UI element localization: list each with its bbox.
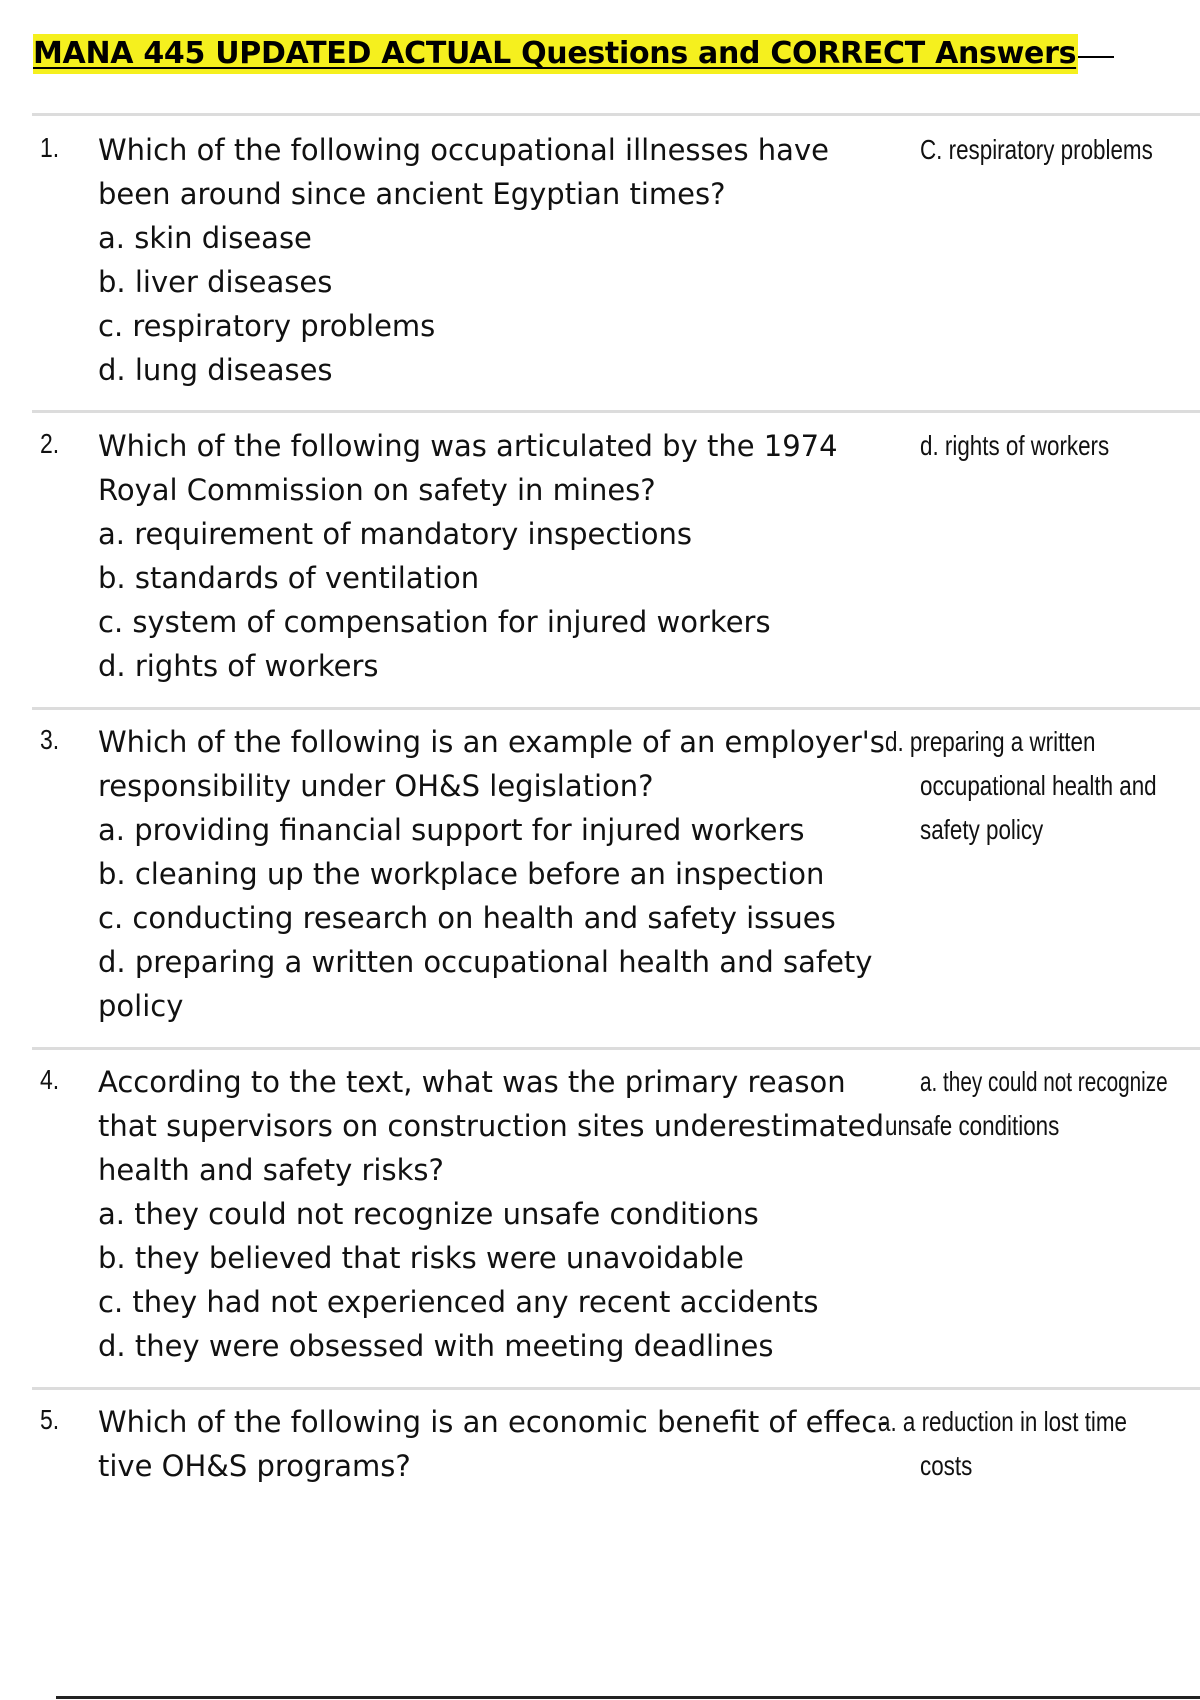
question-option: b. standards of ventilation [98,561,480,595]
question-text-line: According to the text, what was the primary reason [98,1065,846,1099]
answer-line: d. rights of workers [920,430,1110,461]
question-text-line: Which of the following is an example of an employer's [98,725,885,759]
question-text-line: Which of the following was articulated by the 1974 [98,429,838,463]
question-option: d. rights of workers [98,649,379,683]
answer-line: costs [920,1450,973,1481]
question-number: 2. [40,428,60,459]
question-number: 5. [40,1404,60,1435]
title-trailing-rule [1078,56,1114,58]
answer-line: a. they could not recognize [920,1066,1168,1097]
question-number: 3. [40,724,60,755]
divider [32,1387,1200,1390]
question-option: b. liver diseases [98,265,333,299]
question-option: a. they could not recognize unsafe conditions [98,1197,759,1231]
divider [32,113,1200,116]
question-option: c. conducting research on health and safety issues [98,901,836,935]
question-option: c. respiratory problems [98,309,436,343]
divider [32,410,1200,413]
question-number: 4. [40,1064,60,1095]
question-option: d. lung diseases [98,353,333,387]
question-text-line: health and safety risks? [98,1153,444,1187]
question-number: 1. [40,132,60,163]
question-option: policy [98,989,184,1023]
answer-line: safety policy [920,814,1044,845]
question-option: b. cleaning up the workplace before an inspection [98,857,825,891]
question-option: d. they were obsessed with meeting deadlines [98,1329,774,1363]
question-text-line: Which of the following is an economic benefit of effec- [98,1405,888,1439]
question-answer [920,128,1200,172]
question-option: c. they had not experienced any recent accidents [98,1285,819,1319]
question-body [98,128,888,392]
answer-line: occupational health and [920,770,1157,801]
question-option: d. preparing a written occupational health and safety [98,945,873,979]
question-body [98,1400,888,1488]
question-text-line: been around since ancient Egyptian times? [98,177,726,211]
question-answer [885,1060,1200,1148]
question-text-line: Which of the following occupational illnesses have [98,133,829,167]
page-title-container [33,34,1114,74]
question-text-line: responsibility under OH&S legislation? [98,769,654,803]
question-option: b. they believed that risks were unavoidable [98,1241,744,1275]
question-body [98,1060,888,1368]
answer-line: a. a reduction in lost time [878,1406,1128,1437]
question-answer [885,720,1200,852]
question-text-line: Royal Commission on safety in mines? [98,473,656,507]
question-option: a. providing financial support for injured workers [98,813,805,847]
question-answer [878,1400,1189,1488]
question-option: a. requirement of mandatory inspections [98,517,692,551]
question-option: c. system of compensation for injured workers [98,605,771,639]
question-option: a. skin disease [98,221,312,255]
answer-line: unsafe conditions [885,1110,1060,1141]
question-body [98,720,888,1028]
question-answer [920,424,1157,468]
question-text-line: that supervisors on construction sites underestimated [98,1109,885,1143]
divider [32,707,1200,710]
bottom-rule [56,1696,1200,1699]
answer-line: C. respiratory problems [920,134,1153,165]
page-title: MANA 445 UPDATED ACTUAL Questions and CORRECT Answers [33,34,1078,74]
divider [32,1047,1200,1050]
answer-line: d. preparing a written [885,726,1096,757]
question-text-line: tive OH&S programs? [98,1449,411,1483]
question-body [98,424,888,688]
